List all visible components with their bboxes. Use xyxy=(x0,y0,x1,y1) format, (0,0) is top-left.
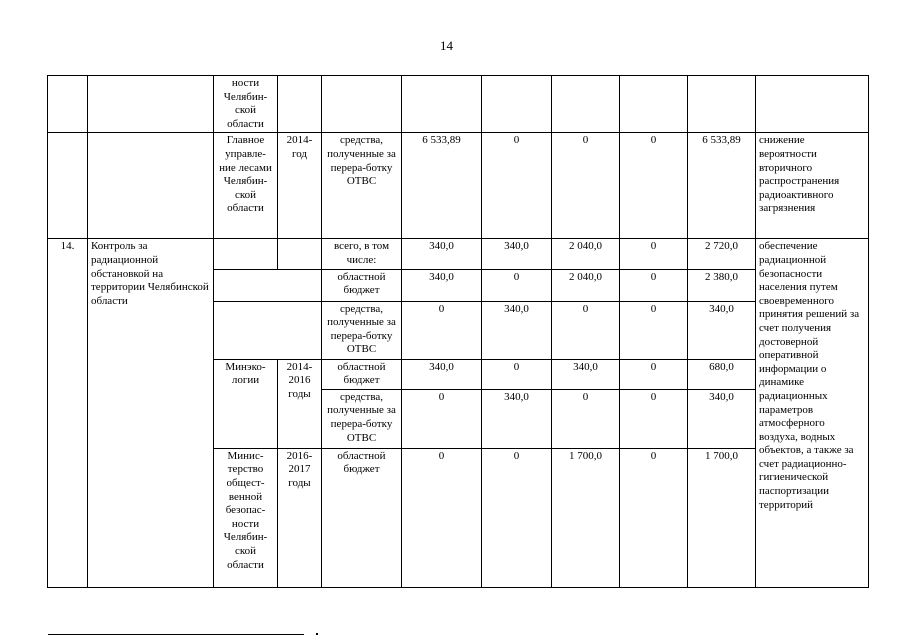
source-cell: всего, в том числе: xyxy=(322,239,402,269)
value-cell: 0 xyxy=(620,239,688,269)
value-cell: 0 xyxy=(552,301,620,359)
table-row-forest xyxy=(48,133,869,239)
value-cell: 340,0 xyxy=(482,301,552,359)
footnote-divider xyxy=(48,634,304,635)
total-cell: 340,0 xyxy=(688,301,756,359)
executor-cell: Главное управле-ние лесами Челябин-ской области xyxy=(214,133,278,239)
source-cell: средства, полученные за перера-ботку ОТВС xyxy=(322,133,402,239)
source-cell: областной бюджет xyxy=(322,269,402,301)
source-cell: средства, полученные за перера-ботку ОТВС xyxy=(322,301,402,359)
value-cell: 0 xyxy=(620,389,688,448)
value-cell: 0 xyxy=(620,359,688,389)
value-cell: 0 xyxy=(402,448,482,587)
table-row-item14-all xyxy=(48,239,869,269)
value-cell: 0 xyxy=(620,301,688,359)
result-cell: обеспечение радиационной безопасности населения путем своевременного принятия решений за счет получения достоверной оперативной информации о динамике радиационных параметров атмосферного воздуха, водных объектов, а также за счет радиационно-гигиенической паспортизации территорий xyxy=(756,239,869,587)
source-cell: областной бюджет xyxy=(322,448,402,587)
value-cell: 1 700,0 xyxy=(552,448,620,587)
value-cell: 0 xyxy=(620,448,688,587)
total-cell: 2 720,0 xyxy=(688,239,756,269)
period-cell: 2014-2016 годы xyxy=(278,359,322,448)
cell-num xyxy=(48,76,88,133)
value-cell: 2 040,0 xyxy=(552,239,620,269)
executor-cell: ности Челябин-ской области xyxy=(214,76,278,133)
value-cell: 340,0 xyxy=(482,389,552,448)
value-cell: 0 xyxy=(552,133,620,239)
value-cell: 340,0 xyxy=(402,359,482,389)
stray-mark xyxy=(316,633,318,635)
value-cell: 0 xyxy=(482,448,552,587)
period-cell: 2014-год xyxy=(278,133,322,239)
total-cell: 1 700,0 xyxy=(688,448,756,587)
total-cell: 340,0 xyxy=(688,389,756,448)
result-cell: снижение вероятности вторичного распространения радиоактивного загрязнения xyxy=(756,133,869,239)
value-cell: 2 040,0 xyxy=(552,269,620,301)
value-cell: 0 xyxy=(482,359,552,389)
value-cell: 0 xyxy=(482,133,552,239)
executor-cell: Минэко-логии xyxy=(214,359,278,448)
total-cell: 2 380,0 xyxy=(688,269,756,301)
value-cell: 340,0 xyxy=(552,359,620,389)
period-cell: 2016-2017 годы xyxy=(278,448,322,587)
value-cell: 6 533,89 xyxy=(402,133,482,239)
total-cell: 680,0 xyxy=(688,359,756,389)
value-cell: 340,0 xyxy=(482,239,552,269)
total-cell: 6 533,89 xyxy=(688,133,756,239)
cell-name xyxy=(88,76,214,133)
value-cell: 0 xyxy=(482,269,552,301)
table-row-continuation xyxy=(48,76,869,133)
source-cell: средства, полученные за перера-ботку ОТВС xyxy=(322,389,402,448)
value-cell: 0 xyxy=(402,301,482,359)
page-number: 14 xyxy=(440,38,453,53)
item-name: Контроль за радиационной обстановкой на территории Челябинской области xyxy=(88,239,214,587)
executor-cell: Минис-терство общест-венной безопас-ности Челябин-ской области xyxy=(214,448,278,587)
program-table xyxy=(47,75,869,588)
value-cell: 0 xyxy=(402,389,482,448)
value-cell: 340,0 xyxy=(402,269,482,301)
value-cell: 0 xyxy=(552,389,620,448)
value-cell: 340,0 xyxy=(402,239,482,269)
value-cell: 0 xyxy=(620,133,688,239)
item-number: 14. xyxy=(48,239,88,587)
value-cell: 0 xyxy=(620,269,688,301)
source-cell: областной бюджет xyxy=(322,359,402,389)
